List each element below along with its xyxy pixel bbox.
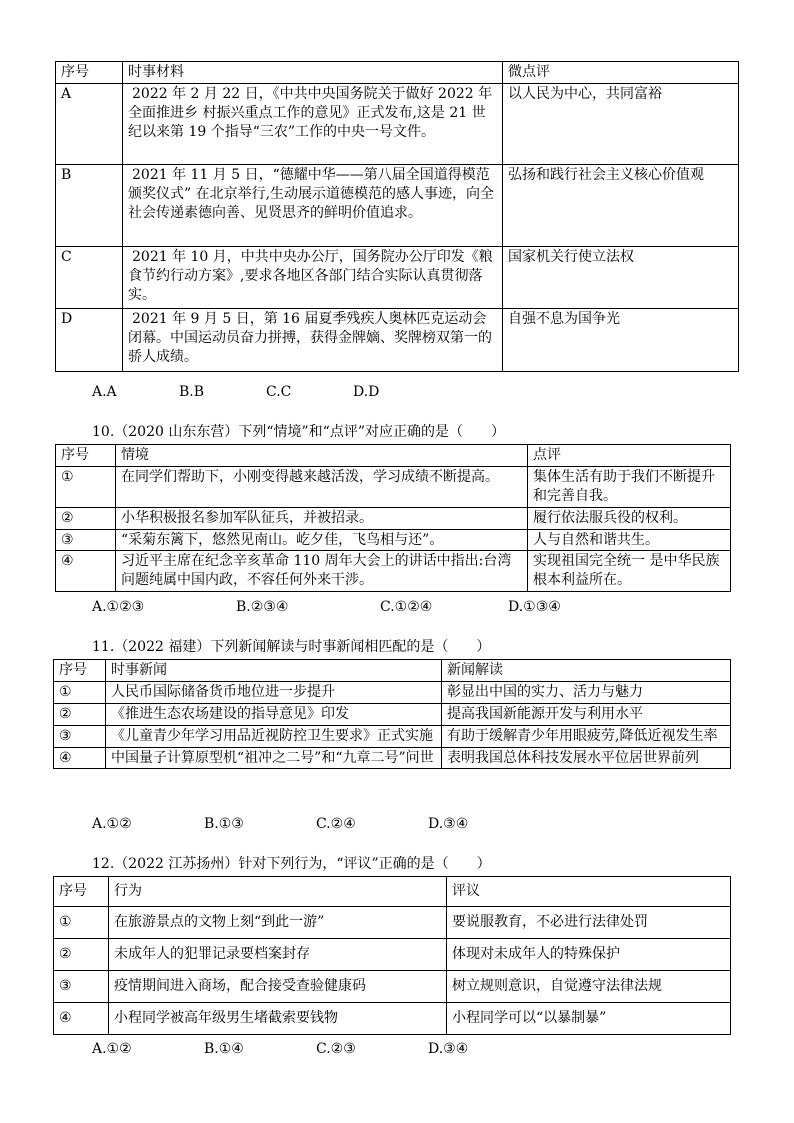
table-row	[56, 164, 739, 246]
interpretation-cell: 彰显出中国的实力、活力与魅力	[442, 681, 731, 703]
news-cell: 《推进生态农场建设的指导意见》印发	[106, 703, 442, 725]
row-number: C	[56, 246, 123, 308]
table-q11	[53, 659, 731, 769]
option-d[interactable]: D.③④	[428, 1041, 469, 1057]
header-cell: 时事新闻	[106, 660, 442, 682]
behavior-cell: 未成年人的犯罪记录要档案封存	[109, 939, 447, 971]
option-a[interactable]: A.A	[92, 384, 117, 400]
option-c[interactable]: C.②④	[316, 816, 356, 832]
review-cell: 人与自然和谐共生。	[528, 529, 731, 551]
table-current-affairs	[55, 61, 739, 372]
comment-cell: 自强不息为国争光	[503, 308, 739, 371]
row-number: ②	[54, 939, 109, 971]
table-row	[54, 1003, 731, 1035]
option-a[interactable]: A.①②	[92, 816, 132, 832]
row-number: ④	[56, 551, 116, 592]
scenario-cell: 习近平主席在纪念辛亥革命 110 周年大会上的讲话中指出:台湾问题纯属中国内政，不容任何外来干涉。	[116, 551, 528, 592]
review-cell: 履行依法服兵役的权利。	[528, 507, 731, 529]
table-q10	[55, 444, 731, 592]
scenario-cell: 在同学们帮助下，小刚变得越来越活泼，学习成绩不断提高。	[116, 466, 528, 507]
answer-options	[92, 598, 598, 617]
table-row	[54, 747, 731, 769]
header-cell: 情境	[116, 445, 528, 467]
header-cell: 评议	[447, 877, 731, 907]
table-row	[56, 507, 731, 529]
question-10: 10.（2020 山东东营）下列“情境”和“点评”对应正确的是（ ）	[92, 424, 505, 440]
option-a[interactable]: A.①②③	[92, 599, 145, 615]
option-b[interactable]: B.B	[179, 384, 205, 400]
review-cell: 实现祖国完全统一 是中华民族根本利益所在。	[528, 551, 731, 592]
question-11: 11.（2022 福建）下列新闻解读与时事新闻相匹配的是（ ）	[92, 639, 491, 655]
option-b[interactable]: B.①③	[204, 816, 244, 832]
row-number: B	[56, 164, 123, 246]
interpretation-cell: 表明我国总体科技发展水平位居世界前列	[442, 747, 731, 769]
table-header-row	[56, 62, 739, 84]
row-number: ④	[54, 747, 106, 769]
interpretation-cell: 提高我国新能源开发与利用水平	[442, 703, 731, 725]
row-number: ②	[56, 507, 116, 529]
review-cell: 集体生活有助于我们不断提升和完善自我。	[528, 466, 731, 507]
news-cell: 中国量子计算原型机“祖冲之二号”和“九章二号”问世	[106, 747, 442, 769]
evaluation-cell: 小程同学可以“以暴制暴”	[447, 1003, 731, 1035]
table-row	[56, 551, 731, 592]
behavior-cell: 在旅游景点的文物上刻“到此一游”	[109, 907, 447, 939]
material-cell: 2021 年 11 月 5 日，“德耀中华——第八届全国道得模范颁奖仪式” 在北京举行,生动展示道德模范的感人事迹，向全社会传递素德向善、见贤思齐的鲜明价值追求。	[123, 164, 503, 246]
comment-cell: 弘扬和践行社会主义核心价值观	[503, 164, 739, 246]
header-cell: 序号	[56, 62, 123, 84]
behavior-cell: 小程同学被高年级男生堵截索要钱物	[109, 1003, 447, 1035]
option-d[interactable]: D.③④	[428, 816, 469, 832]
news-cell: 《儿童青少年学习用品近视防控卫生要求》正式实施	[106, 725, 442, 747]
row-number: ②	[54, 703, 106, 725]
option-c[interactable]: C.①②④	[380, 599, 433, 615]
row-number: ③	[56, 529, 116, 551]
table-header-row	[54, 660, 731, 682]
header-cell: 序号	[54, 877, 109, 907]
table-row	[54, 971, 731, 1003]
row-number: ①	[54, 681, 106, 703]
scenario-cell: “采菊东篱下，悠然见南山。屹夕佳，飞鸟相与还”。	[116, 529, 528, 551]
table-row	[54, 939, 731, 971]
row-number: ③	[54, 725, 106, 747]
option-c[interactable]: C.②③	[316, 1041, 356, 1057]
row-number: ①	[54, 907, 109, 939]
option-d[interactable]: D.①③④	[508, 599, 561, 615]
option-b[interactable]: B.①④	[204, 1041, 244, 1057]
table-row	[54, 907, 731, 939]
evaluation-cell: 体现对未成年人的特殊保护	[447, 939, 731, 971]
header-cell: 点评	[528, 445, 731, 467]
comment-cell: 以人民为中心，共同富裕	[503, 83, 739, 164]
row-number: A	[56, 83, 123, 164]
table-row	[54, 703, 731, 725]
row-number: ①	[56, 466, 116, 507]
news-cell: 人民币国际储备货币地位进一步提升	[106, 681, 442, 703]
row-number: D	[56, 308, 123, 371]
answer-options	[92, 815, 488, 834]
header-cell: 序号	[54, 660, 106, 682]
option-d[interactable]: D.D	[353, 384, 380, 400]
material-cell: 2022 年 2 月 22 日，《中共中央国务院关于做好 2022 年全面推进乡 村振兴重点工作的意见》正式发布,这是 21 世纪以来第 19 个指导“三农”工作的中央一号文件。	[123, 83, 503, 164]
table-header-row	[56, 445, 731, 467]
table-row	[56, 466, 731, 507]
table-row	[54, 725, 731, 747]
header-cell: 序号	[56, 445, 116, 467]
table-row	[56, 308, 739, 371]
option-a[interactable]: A.①②	[92, 1041, 132, 1057]
material-cell: 2021 年 9 月 5 日，第 16 届夏季残疾人奥林匹克运动会闭幕。中国运动员奋力拼搏，获得金牌嫡、奖牌榜双第一的骄人成绩。	[123, 308, 503, 371]
option-c[interactable]: C.C	[266, 384, 292, 400]
table-row	[54, 681, 731, 703]
answer-options	[92, 1040, 488, 1059]
row-number: ④	[54, 1003, 109, 1035]
evaluation-cell: 要说服教育，不必进行法律处罚	[447, 907, 731, 939]
header-cell: 时事材料	[123, 62, 503, 84]
row-number: ③	[54, 971, 109, 1003]
header-cell: 行为	[109, 877, 447, 907]
header-cell: 新闻解读	[442, 660, 731, 682]
material-cell: 2021 年 10 月，中共中央办公厅，国务院办公厅印发《粮食节约行动方案》,要求各地区各部门结合实际认真贯彻落实。	[123, 246, 503, 308]
table-row	[56, 246, 739, 308]
answer-options	[92, 383, 440, 402]
table-row	[56, 529, 731, 551]
interpretation-cell: 有助于缓解青少年用眼疲劳,降低近视发生率	[442, 725, 731, 747]
option-b[interactable]: B.②③④	[236, 599, 289, 615]
table-q12	[53, 876, 731, 1035]
table-header-row	[54, 877, 731, 907]
evaluation-cell: 树立规则意识，自觉遵守法律法规	[447, 971, 731, 1003]
scenario-cell: 小华积极报名参加军队征兵，并被招录。	[116, 507, 528, 529]
table-row	[56, 83, 739, 164]
question-12: 12.（2022 江苏扬州）针对下列行为，“评议”正确的是（ ）	[92, 856, 491, 872]
behavior-cell: 疫情期间进入商场，配合接受查验健康码	[109, 971, 447, 1003]
comment-cell: 国家机关行使立法权	[503, 246, 739, 308]
header-cell: 微点评	[503, 62, 739, 84]
